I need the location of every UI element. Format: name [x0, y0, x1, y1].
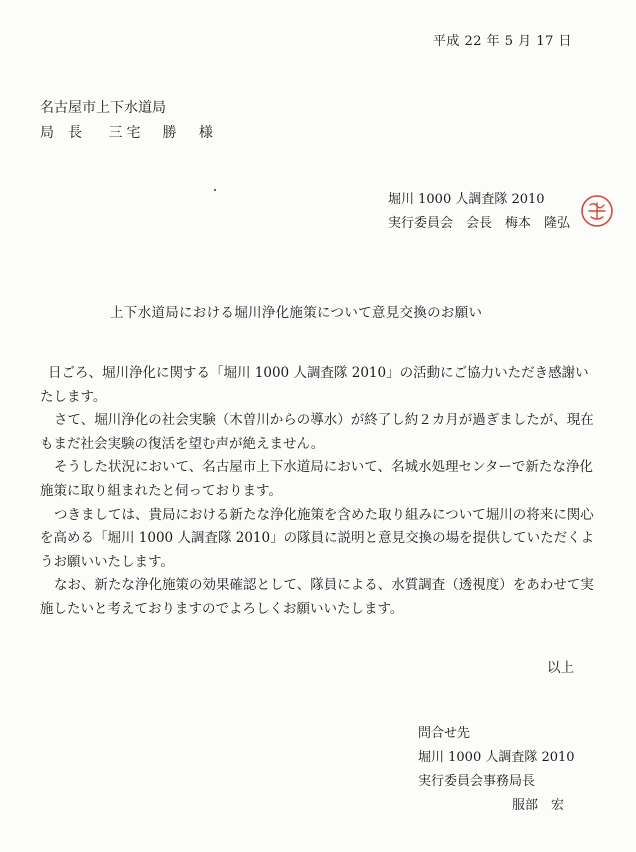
addressee-org: 名古屋市上下水道局: [40, 100, 166, 116]
contact-org: 堀川 1000 人調査隊 2010: [418, 750, 575, 765]
body-paragraph-1: 日ごろ、堀川浄化に関する「堀川 1000 人調査隊 2010」の活動にご協力いただき感謝いたします。: [40, 365, 589, 405]
addressee-line: [40, 121, 213, 146]
seal-stamp-icon: [580, 194, 614, 228]
body-paragraph-5: なお、新たな浄化施策の効果確認として、隊員による、水質調査（透視度）をあわせて実施したいと考えておりますのでよろしくお願いいたします。: [40, 577, 594, 617]
sender-role-name: 実行委員会 会長 梅本 隆弘: [388, 216, 571, 231]
body-paragraph-3: そうした状況において、名古屋市上下水道局において、名城水処理センターで新たな浄化施策に取り組まれたと伺っております。: [40, 459, 593, 499]
addressee-honorific: 様: [198, 125, 213, 141]
speck: [214, 189, 216, 191]
sender-block: [388, 188, 570, 236]
addressee-block: [40, 96, 213, 146]
addressee-title: 局 長: [40, 125, 82, 141]
letter-body: [40, 362, 596, 622]
letter-subject: 上下水道局における堀川浄化施策について意見交換のお願い: [110, 305, 483, 321]
contact-block: [418, 722, 575, 818]
letter-date: 平成 22 年 5 月 17 日: [432, 34, 572, 49]
body-paragraph-2: さて、堀川浄化の社会実験（木曽川からの導水）が終了し約２カ月が過ぎましたが、現在もまだ社会実験の復活を望む声が絶えません。: [40, 412, 594, 452]
addressee-name: 三宅 勝: [108, 125, 181, 141]
sender-org: 堀川 1000 人調査隊 2010: [388, 192, 545, 207]
contact-name: 服部 宏: [512, 798, 565, 813]
body-paragraph-4: つきましては、貴局における新たな浄化施策を含めた取り組みについて堀川の将来に関心を高める「堀川 1000 人調査隊 2010」の隊員に説明と意見交換の場を提供していただくようお願いいたします。: [40, 506, 595, 570]
closing-word: 以上: [547, 660, 574, 676]
contact-heading: 問合せ先: [418, 726, 471, 741]
contact-role: 実行委員会事務局長: [418, 774, 536, 789]
